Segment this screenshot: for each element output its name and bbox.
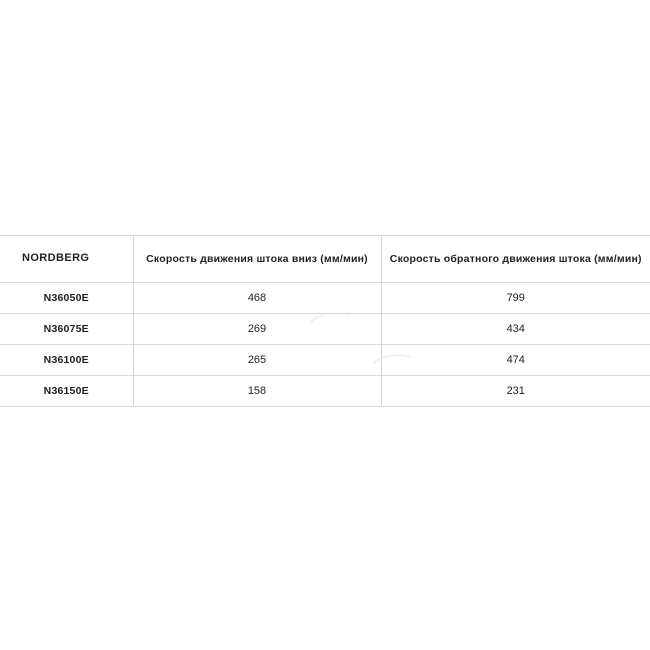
column-header-up-speed: Скорость обратного движения штока (мм/мин) xyxy=(381,236,650,283)
cell-model: N36050E xyxy=(0,283,133,314)
cell-down-speed: 269 xyxy=(133,314,381,345)
table-body xyxy=(0,283,650,407)
table-header-row xyxy=(0,236,650,283)
spec-table-container xyxy=(0,235,650,407)
cell-down-speed: 265 xyxy=(133,345,381,376)
cell-model: N36100E xyxy=(0,345,133,376)
cell-down-speed: 158 xyxy=(133,376,381,407)
cell-down-speed: 468 xyxy=(133,283,381,314)
table-row xyxy=(0,283,650,314)
cell-model: N36150E xyxy=(0,376,133,407)
table-header xyxy=(0,236,650,283)
cell-up-speed: 434 xyxy=(381,314,650,345)
table-row xyxy=(0,345,650,376)
column-header-down-speed: Скорость движения штока вниз (мм/мин) xyxy=(133,236,381,283)
column-header-brand: NORDBERG xyxy=(0,236,133,283)
cell-up-speed: 799 xyxy=(381,283,650,314)
cell-up-speed: 231 xyxy=(381,376,650,407)
table-row xyxy=(0,376,650,407)
table-row xyxy=(0,314,650,345)
cell-up-speed: 474 xyxy=(381,345,650,376)
specification-table xyxy=(0,235,650,407)
cell-model: N36075E xyxy=(0,314,133,345)
